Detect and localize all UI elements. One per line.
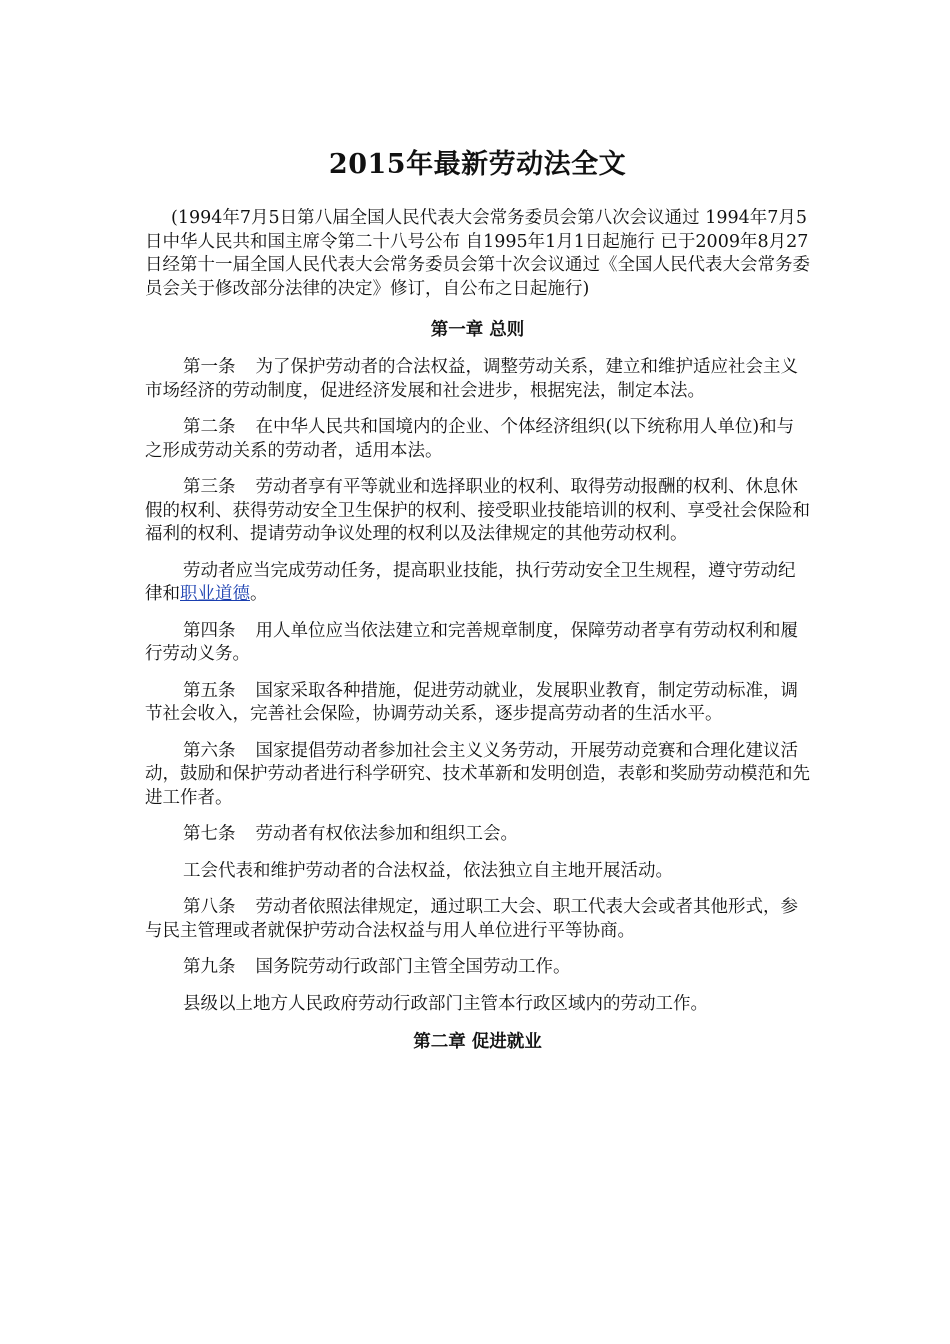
article-number: 第九条 — [183, 957, 236, 977]
chapter-2-heading: 第二章 促进就业 — [413, 1032, 542, 1052]
article-7-paragraph-2 — [145, 860, 810, 884]
article-number: 第四条 — [183, 620, 236, 641]
article-number: 第八条 — [183, 897, 236, 917]
document-title: 2015年最新劳动法全文 — [328, 149, 627, 180]
article-3 — [145, 476, 810, 547]
article-4 — [145, 620, 810, 667]
article-text: 为了保护劳动者的合法权益，调整劳动关系，建立和维护适应社会主义市场经济的劳动制度，促进经济发展和社会进步，根据宪法，制定本法。 — [145, 357, 798, 401]
article-number: 第七条 — [183, 824, 236, 844]
article-number: 第三条 — [183, 477, 236, 497]
article-9-paragraph-2 — [145, 993, 810, 1017]
article-text: 在中华人民共和国境内的企业、个体经济组织(以下统称用人单位)和与之形成劳动关系的劳动者，适用本法。 — [145, 417, 795, 461]
paragraph-text-end: 。 — [250, 584, 268, 604]
article-number: 第五条 — [183, 680, 236, 701]
article-text: 用人单位应当依法建立和完善规章制度，保障劳动者享有劳动权利和履行劳动义务。 — [145, 620, 798, 664]
article-text: 劳动者有权依法参加和组织工会。 — [255, 824, 518, 844]
article-text: 国家采取各种措施，促进劳动就业，发展职业教育，制定劳动标准，调节社会收入，完善社会保险，协调劳动关系，逐步提高劳动者的生活水平。 — [145, 680, 798, 724]
article-3-paragraph-2 — [145, 560, 810, 607]
professional-ethics-link[interactable]: 职业道德 — [180, 584, 250, 604]
article-number: 第二条 — [183, 417, 236, 437]
article-6 — [145, 740, 810, 811]
article-8 — [145, 896, 810, 943]
article-text: 国家提倡劳动者参加社会主义义务劳动，开展劳动竞赛和合理化建议活动，鼓励和保护劳动者进行科学研究、技术革新和发明创造，表彰和奖励劳动模范和先进工作者。 — [145, 740, 810, 808]
article-number: 第六条 — [183, 740, 236, 761]
document-page — [145, 0, 810, 1054]
article-number: 第一条 — [183, 357, 236, 377]
article-5 — [145, 680, 810, 727]
preamble: (1994年7月5日第八届全国人民代表大会常务委员会第八次会议通过 1994年7月5日中华人民共和国主席令第二十八号公布 自1995年1月1日起施行 已于2009年8月27日经第十一届全国人民代表大会常务委员会第十次会议通过《全国人民代表大会常务委员会关于修改部分法律的决定》修订，自公布之日起施行) — [145, 208, 810, 299]
article-2 — [145, 416, 810, 463]
article-text: 劳动者依照法律规定，通过职工大会、职工代表大会或者其他形式，参与民主管理或者就保护劳动合法权益与用人单位进行平等协商。 — [145, 897, 798, 941]
paragraph-text: 县级以上地方人民政府劳动行政部门主管本行政区域内的劳动工作。 — [183, 993, 708, 1014]
article-9 — [145, 956, 810, 980]
chapter-1-heading: 第一章 总则 — [430, 320, 525, 340]
article-text: 国务院劳动行政部门主管全国劳动工作。 — [255, 957, 571, 977]
paragraph-text: 工会代表和维护劳动者的合法权益，依法独立自主地开展活动。 — [183, 860, 673, 881]
article-1 — [145, 356, 810, 403]
article-7 — [145, 823, 810, 847]
paragraph-text: 劳动者应当完成劳动任务，提高职业技能，执行劳动安全卫生规程，遵守劳动纪律和 — [145, 560, 796, 604]
article-text: 劳动者享有平等就业和选择职业的权利、取得劳动报酬的权利、休息休假的权利、获得劳动安全卫生保护的权利、接受职业技能培训的权利、享受社会保险和福利的权利、提请劳动争议处理的权利以及法律规定的其他劳动权利。 — [145, 477, 810, 544]
